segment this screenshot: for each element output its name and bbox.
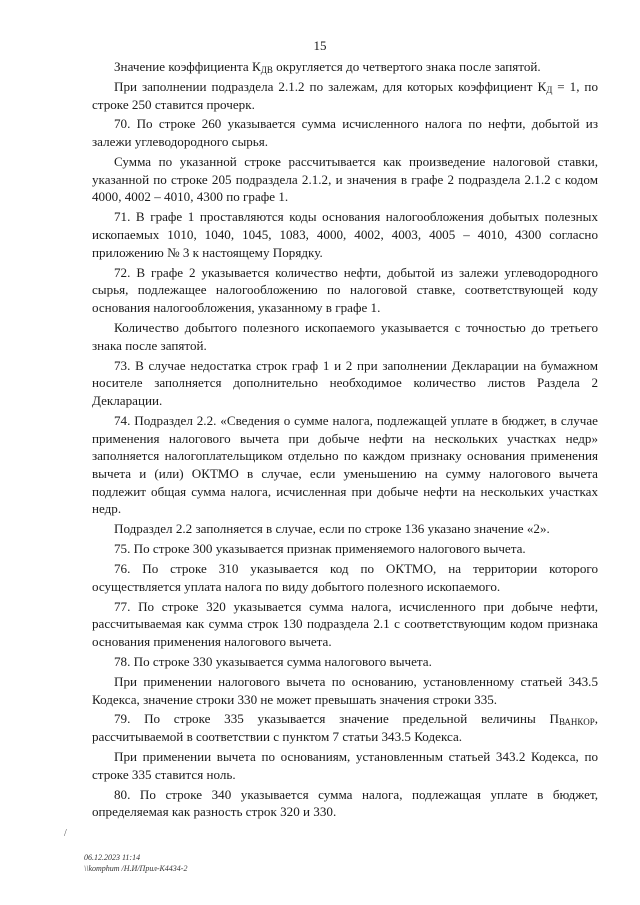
paragraph xyxy=(92,598,598,651)
paragraph xyxy=(92,673,598,708)
paragraph xyxy=(92,540,598,558)
paragraph-text: При применении налогового вычета по основанию, установленному статьей 343.5 Кодекса, значение строки 330 не может превышать значения строки 335. xyxy=(92,673,598,707)
paragraph-text: 70. По строке 260 указывается сумма исчисленного налога по нефти, добытой из залежи углеводородного сырья. xyxy=(92,116,598,150)
paragraph-text: 73. В случае недостатка строк граф 1 и 2 при заполнении Декларации на бумажном носителе заполняется дополнительно необходимое количество листов Раздела 2 Декларации. xyxy=(92,357,598,408)
paragraph xyxy=(92,653,598,671)
paragraph-text: Значение коэффициента К xyxy=(114,59,261,74)
paragraph-text: При заполнении подраздела 2.1.2 по залежам, для которых коэффициент К xyxy=(114,78,547,94)
paragraph xyxy=(92,208,598,261)
footer-file-path: \\komphum /Н.И/Прил-К4434-2 xyxy=(84,864,188,873)
paragraph xyxy=(92,58,598,76)
paragraph-text: 72. В графе 2 указывается количество нефти, добытой из залежи углеводородного сырья, подлежащее налогообложению по налоговой ставке, соответствующей коду основания налогообложения, указанному в графе 1. xyxy=(92,264,598,316)
document-footer xyxy=(84,852,187,874)
subscript: ВАНКОР xyxy=(559,717,595,728)
paragraph xyxy=(92,357,598,410)
paragraph-text: При применении вычета по основаниям, установленным статьей 343.2 Кодекса, по строке 335 ставится ноль. xyxy=(92,749,598,782)
paragraph-text: Подраздел 2.2 заполняется в случае, если по строке 136 указано значение «2». xyxy=(114,521,550,537)
subscript: ДВ xyxy=(260,65,273,75)
paragraph xyxy=(92,115,598,150)
paragraph xyxy=(92,78,598,113)
footer-timestamp: 06.12.2023 11:14 xyxy=(84,853,141,862)
paragraph-text-continued: , рассчитываемой в соответствии с пунктом 7 статьи 343.5 Кодекса. xyxy=(92,711,598,745)
paragraph xyxy=(92,786,598,821)
paragraph xyxy=(92,560,598,595)
paragraph-text: 75. По строке 300 указывается признак применяемого налогового вычета. xyxy=(114,541,526,557)
paragraph xyxy=(92,319,598,354)
paragraph-text: 78. По строке 330 указывается сумма налогового вычета. xyxy=(114,653,432,669)
paragraph-text: 71. В графе 1 проставляются коды основания налогообложения добытых полезных ископаемых 1010, 1040, 1045, 1083, 4000, 4002, 4003, 4005 – 4010, 4300 согласно приложению № 3 к настоящему Порядку. xyxy=(92,209,598,260)
paragraph-text-continued: = 1, по строке 250 ставится прочерк. xyxy=(92,78,598,112)
paragraph xyxy=(92,412,598,518)
subscript: Д xyxy=(546,84,553,95)
paragraph-text: 74. Подраздел 2.2. «Сведения о сумме налога, подлежащей уплате в бюджет, в случае применения налогового вычета при добыче нефти на нескольких участках недр» заполняется налогоплательщиком отдельно по каждом признаку основания применения вычета и (или) ОКТМО в случае, если уменьшению на сумму налогового вычета подлежит общая сумма налога, исчисленная при добыче нефти на нескольких участках недр. xyxy=(92,412,598,517)
paragraph xyxy=(92,153,598,206)
paragraph xyxy=(92,748,598,783)
paragraph-text: Сумма по указанной строке рассчитывается как произведение налоговой ставки, указанной по строке 205 подраздела 2.1.2, и значения в графе 2 подраздела 2.1.2 с кодом 4000, 4002 – 4010, 4300 по графе 1. xyxy=(92,154,598,205)
margin-mark: / xyxy=(64,828,67,839)
paragraph xyxy=(92,710,598,745)
paragraph-text: 80. По строке 340 указывается сумма налога, подлежащая уплате в бюджет, определяемая как разность строк 320 и 330. xyxy=(92,786,598,820)
paragraph xyxy=(92,264,598,317)
paragraph-text: Количество добытого полезного ископаемого указывается с точностью до третьего знака после запятой. xyxy=(92,319,598,353)
document-body xyxy=(92,58,598,821)
paragraph-text-continued: округляется до четвертого знака после запятой. xyxy=(272,59,541,74)
page-number: 15 xyxy=(313,38,327,53)
paragraph-text: 76. По строке 310 указывается код по ОКТМО, на территории которого осуществляется уплата налога по виду добытого полезного ископаемого. xyxy=(92,561,598,594)
paragraph-text: 79. По строке 335 указывается значение предельной величины П xyxy=(114,711,559,727)
paragraph xyxy=(92,520,598,538)
paragraph-text: 77. По строке 320 указывается сумма налога, исчисленного при добыче нефти, рассчитываемая как сумма строк 130 подраздела 2.1 с соответствующим кодом признака основания применения налогового вычета. xyxy=(92,598,598,650)
